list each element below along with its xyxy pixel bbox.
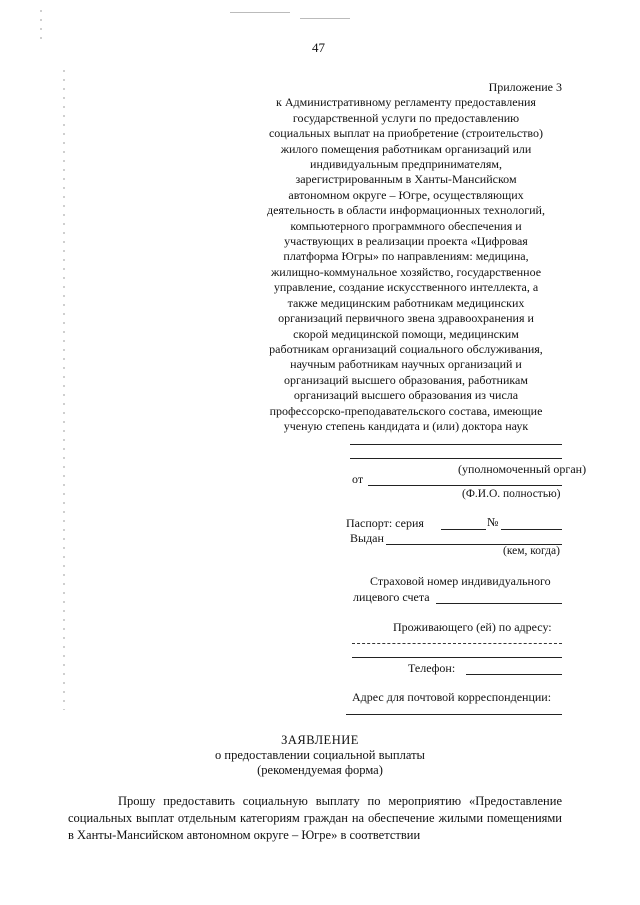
statement-form-note: (рекомендуемая форма) — [257, 763, 383, 777]
authority-caption: (уполномоченный орган) — [458, 462, 587, 476]
passport-number-field[interactable] — [501, 529, 562, 530]
appendix-line: также медицинским работникам медицинских — [287, 295, 525, 310]
appendix-line: автономном округе – Югре, осуществляющих — [288, 187, 524, 202]
appendix-line: организаций высшего образования из числа — [293, 388, 519, 403]
appendix-line: управление, создание искусственного интеллекта, а — [273, 280, 539, 295]
passport-series-label: Паспорт: серия — [346, 516, 424, 530]
phone-label: Телефон: — [408, 661, 456, 675]
snils-label-2: лицевого счета — [353, 590, 430, 604]
statement-subtitle: о предоставлении социальной выплаты — [215, 748, 425, 762]
appendix-line: ученую степень кандидата и (или) доктора наук — [283, 418, 529, 433]
appendix-line: социальных выплат на приобретение (строительство) — [268, 126, 544, 141]
address-field-1[interactable] — [352, 643, 562, 644]
scan-artifact — [230, 12, 290, 13]
appendix-line: участвующих в реализации проекта «Цифровая — [284, 234, 528, 249]
appendix-line: профессорско-преподавательского состава, имеющие — [269, 403, 543, 418]
issued-label: Выдан — [350, 531, 384, 545]
appendix-line: к Административному регламенту предоставления — [276, 95, 536, 110]
appendix-line: деятельность в области информационных технологий, — [267, 203, 545, 218]
appendix-title: Приложение 3 — [488, 80, 562, 94]
from-label: от — [352, 472, 364, 486]
passport-series-field[interactable] — [441, 529, 486, 530]
appendix-block — [250, 80, 562, 434]
address-field-2[interactable] — [352, 657, 562, 658]
appendix-line: научным работникам научных организаций и — [290, 357, 522, 372]
address-label: Проживающего (ей) по адресу: — [393, 620, 552, 634]
passport-number-label: № — [487, 515, 499, 529]
appendix-text — [250, 95, 562, 434]
appendix-line: жилищно-коммунальное хозяйство, государственное — [270, 264, 542, 279]
page-number: 47 — [312, 40, 325, 55]
snils-field[interactable] — [436, 603, 562, 604]
appendix-line: жилого помещения работникам организаций или — [280, 141, 532, 156]
authority-line-2[interactable] — [350, 458, 562, 459]
appendix-line: платформа Югры» по направлениям: медицина, — [283, 249, 529, 264]
appendix-line: индивидуальным предпринимателям, — [310, 157, 502, 172]
snils-label-1: Страховой номер индивидуального — [370, 574, 551, 588]
appendix-line: работникам организаций социального обслуживания, — [269, 341, 543, 356]
mail-address-label: Адрес для почтовой корреспонденции: — [352, 690, 552, 704]
appendix-line: организаций высшего образования, работникам — [284, 372, 528, 387]
appendix-line: государственной услуги по предоставлению — [292, 110, 520, 125]
scan-artifact — [300, 18, 350, 19]
appendix-line: организаций первичного звена здравоохранения и — [278, 311, 534, 326]
scan-margin-dots — [40, 10, 42, 40]
appendix-line: скорой медицинской помощи, медицинским — [293, 326, 519, 341]
appendix-line: компьютерного программного обеспечения и — [290, 218, 522, 233]
issued-caption: (кем, когда) — [503, 545, 560, 557]
phone-field[interactable] — [466, 674, 562, 675]
scan-margin-dots — [63, 70, 65, 710]
mail-address-field[interactable] — [346, 714, 562, 715]
authority-line-1[interactable] — [350, 444, 562, 445]
statement-paragraph: Прошу предоставить социальную выплату по мероприятию «Предоставление социальных выплат отдельным категориям граждан на обеспечение жилыми помещениями в Ханты-Мансийском автономном округе – Югре» в соответствии — [68, 794, 562, 842]
fio-caption: (Ф.И.О. полностью) — [462, 488, 561, 500]
fio-field[interactable] — [368, 485, 562, 486]
appendix-line: зарегистрированным в Ханты-Мансийском — [295, 172, 517, 187]
statement-title: ЗАЯВЛЕНИЕ — [281, 733, 359, 747]
